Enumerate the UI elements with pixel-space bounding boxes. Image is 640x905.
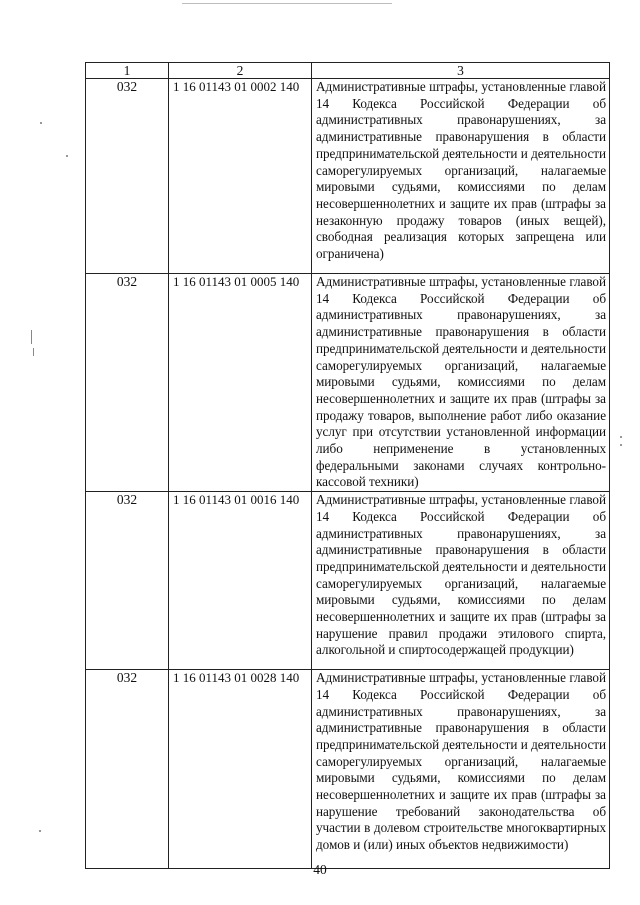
budget-code-cell: 1 16 01143 01 0028 140 <box>169 670 312 869</box>
scan-speck <box>620 436 622 438</box>
margin-mark <box>31 330 32 344</box>
header-col-3: 3 <box>312 63 610 79</box>
header-col-1: 1 <box>86 63 169 79</box>
description-cell: Административные штрафы, установленные главой 14 Кодекса Российской Федерации об административных правонарушениях, за административные правонарушения в области предпринимательской деятельности и деятельности саморегулируемых организаций, налагаемые мировыми судьями, комиссиями по делам несовершеннолетних и защите их прав (штрафы за незаконную продажу товаров (иных вещей), свободная реализация которых запрещена или ограничена) <box>312 79 610 274</box>
page-number: 40 <box>313 862 327 877</box>
description-cell: Административные штрафы, установленные главой 14 Кодекса Российской Федерации об административных правонарушениях, за административные правонарушения в области предпринимательской деятельности и деятельности саморегулируемых организаций, налагаемые мировыми судьями, комиссиями по делам несовершеннолетних и защите их прав (штрафы за нарушение правил продажи этилового спирта, алкогольной и спиртосодержащей продукции) <box>312 492 610 670</box>
table-header-row <box>86 63 610 79</box>
budget-code-cell: 1 16 01143 01 0016 140 <box>169 492 312 670</box>
admin-code-cell: 032 <box>86 492 169 670</box>
top-rule <box>182 3 392 4</box>
budget-code-cell: 1 16 01143 01 0005 140 <box>169 274 312 492</box>
table-row <box>86 79 610 274</box>
description-cell: Административные штрафы, установленные главой 14 Кодекса Российской Федерации об административных правонарушениях, за административные правонарушения в области предпринимательской деятельности и деятельности саморегулируемых организаций, налагаемые мировыми судьями, комиссиями по делам несовершеннолетних и защите их прав (штрафы за нарушение требований законодательства об участии в долевом строительстве многоквартирных домов и (или) иных объектов недвижимости) <box>312 670 610 869</box>
table-row <box>86 492 610 670</box>
scan-speck <box>39 830 41 832</box>
scan-speck <box>40 122 42 124</box>
margin-mark <box>33 348 34 356</box>
table-row <box>86 670 610 869</box>
table-row <box>86 274 610 492</box>
scan-speck <box>66 155 68 157</box>
admin-code-cell: 032 <box>86 274 169 492</box>
header-col-2: 2 <box>169 63 312 79</box>
fines-table <box>85 62 610 869</box>
budget-code-cell: 1 16 01143 01 0002 140 <box>169 79 312 274</box>
description-cell: Административные штрафы, установленные главой 14 Кодекса Российской Федерации об административных правонарушениях, за административные правонарушения в области предпринимательской деятельности и деятельности саморегулируемых организаций, налагаемые мировыми судьями, комиссиями по делам несовершеннолетних и защите их прав (штрафы за продажу товаров, выполнение работ либо оказание услуг при отсутствии установленной информации либо неприменение в установленных федеральными законами случаях контрольно-кассовой техники) <box>312 274 610 492</box>
admin-code-cell: 032 <box>86 670 169 869</box>
scan-speck <box>620 444 622 446</box>
admin-code-cell: 032 <box>86 79 169 274</box>
